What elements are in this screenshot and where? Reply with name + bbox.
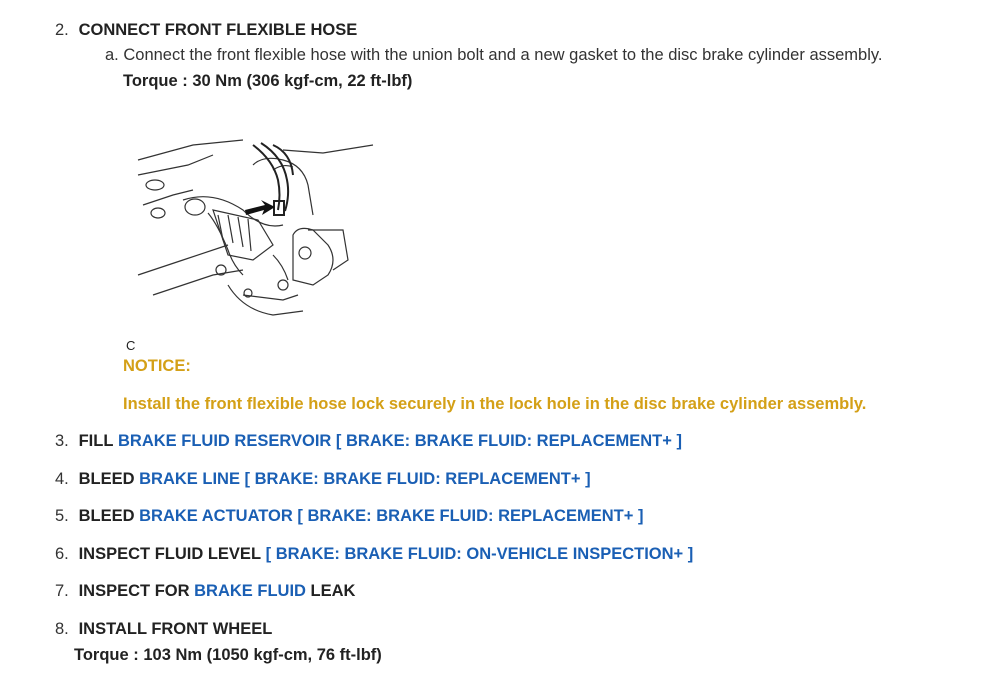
link-brake-fluid-replacement[interactable]: [ BRAKE: BRAKE FLUID: REPLACEMENT+ ] [297, 507, 644, 525]
link-brake-fluid-inspection[interactable]: [ BRAKE: BRAKE FLUID: ON-VEHICLE INSPECTION+ ] [265, 545, 694, 563]
step-action: BLEED [78, 470, 135, 488]
torque-spec-step-2 [123, 71, 412, 91]
link-brake-actuator[interactable]: BRAKE ACTUATOR [139, 507, 293, 525]
step-action: INSPECT FLUID LEVEL [78, 545, 262, 563]
link-brake-line[interactable]: BRAKE LINE [139, 470, 240, 488]
torque-label: Torque : [123, 72, 188, 90]
step-action: BLEED [78, 507, 135, 525]
torque-value: 103 Nm (1050 kgf-cm, 76 ft-lbf) [143, 646, 382, 664]
link-brake-fluid-reservoir[interactable]: BRAKE FLUID RESERVOIR [118, 432, 332, 450]
step-7 [55, 581, 355, 601]
torque-value: 30 Nm (306 kgf-cm, 22 ft-lbf) [192, 72, 413, 90]
step-number: 4. [55, 470, 69, 488]
link-brake-fluid[interactable]: BRAKE FLUID [194, 582, 306, 600]
step-number: 8. [55, 620, 69, 638]
step-title: INSTALL FRONT WHEEL [78, 620, 273, 638]
step-3 [55, 431, 682, 451]
link-brake-fluid-replacement[interactable]: [ BRAKE: BRAKE FLUID: REPLACEMENT+ ] [244, 470, 591, 488]
step-5 [55, 506, 643, 526]
step-action-suffix: LEAK [310, 582, 356, 600]
step-number: 2. [55, 21, 69, 39]
notice-text: Install the front flexible hose lock securely in the lock hole in the disc brake cylinder assembly. [123, 395, 867, 413]
step-2 [55, 20, 357, 40]
substep-a [105, 45, 883, 65]
step-title: CONNECT FRONT FLEXIBLE HOSE [78, 21, 358, 39]
brake-hose-illustration [133, 135, 378, 325]
step-6 [55, 544, 693, 564]
substep-text: Connect the front flexible hose with the union bolt and a new gasket to the disc brake cylinder assembly. [123, 46, 883, 64]
step-action: FILL [78, 432, 114, 450]
torque-label: Torque : [74, 646, 139, 664]
step-4 [55, 469, 591, 489]
link-brake-fluid-replacement[interactable]: [ BRAKE: BRAKE FLUID: REPLACEMENT+ ] [335, 432, 682, 450]
cut-off-heading-fragment [140, 0, 740, 4]
torque-spec-step-8 [74, 645, 382, 665]
step-number: 3. [55, 432, 69, 450]
step-8 [55, 619, 272, 639]
step-action: INSPECT FOR [78, 582, 190, 600]
figure-caption: C [126, 338, 136, 353]
step-number: 5. [55, 507, 69, 525]
step-number: 7. [55, 582, 69, 600]
notice-heading: NOTICE: [123, 357, 191, 375]
substep-letter: a. [105, 46, 119, 64]
step-number: 6. [55, 545, 69, 563]
